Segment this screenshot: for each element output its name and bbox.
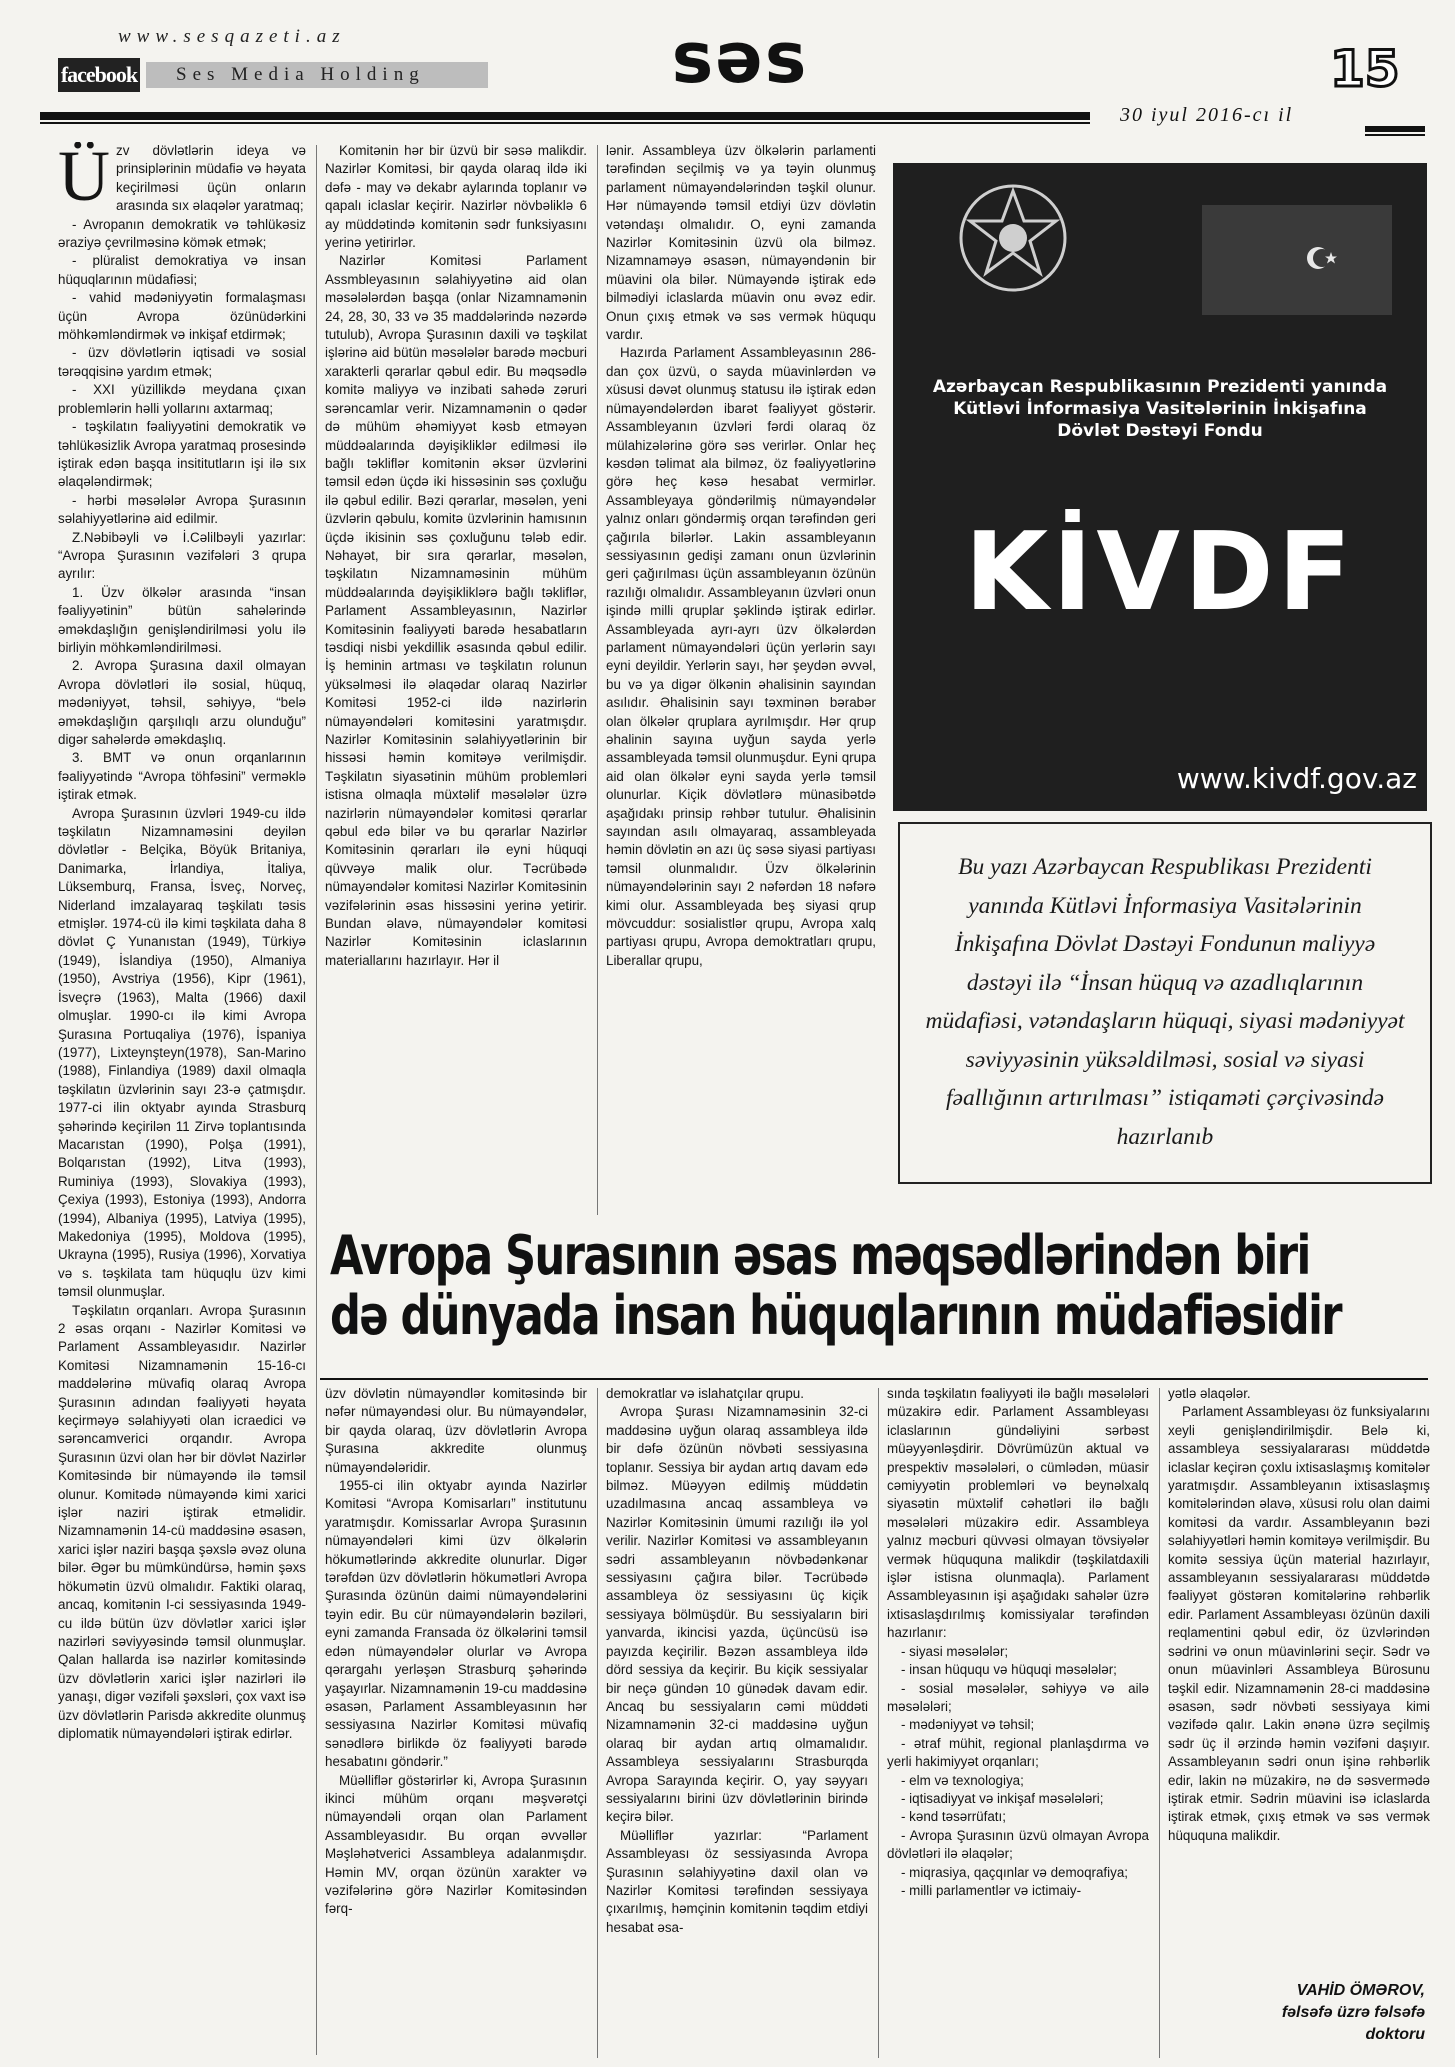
column-divider xyxy=(316,145,317,2055)
paragraph: 3. BMT və onun orqanlarının fəaliyyətində “Avropa töhfəsini” verməklə iştirak etmək. xyxy=(58,750,306,803)
headline-line: Avropa Şurasının əsas məqsədlərindən biri xyxy=(330,1224,1310,1287)
article-column-5 xyxy=(606,1385,868,2060)
ad-brand: KİVDF xyxy=(964,510,1356,635)
paragraph: - ətraf mühit, regional planlaşdırma və yerli hakimiyyət orqanları; xyxy=(887,1735,1149,1770)
paragraph: Parlament Assambleyası öz funksiyalarını xeyli genişləndirilmişdir. Belə ki, assambleya sessiyalararası müddətdə iclaslar keçirən çoxlu ixtisaslaşmış komitələr yaratmışdır. Assambleyanın ixtisaslaşmış komitələrindən əlavə, xüsusi rolu olan daimi komitəsi da vardır. Assambleyanın bəzi səlahiyyətləri həmin komitəyə verilmişdir. Bu komitə sessiya üçün material hazırlayır, assambleyanın sessiyalararası müddətdə fəaliyyət göstərən komitələrinə rəhbərlik edir. Parlament Assambleyası özünün daxili reqlamentini qəbul edir, öz üzvlərindən sədrini və onun müavinlərini seçir. Sədr və onun müavinləri Assambleya Bürosunu təşkil edir. Nizamnamənin 28-ci maddəsinə əsasən, sədr növbəti sessiyaya kimi vəzifədə qalır. Lakin ənənə üzrə seçilmiş sədr üç il ərzində həmin vəzifəni daşıyır. Assambleyanın sədri onun işinə rəhbərlik edir, lakin nə müzakirə, nə də səsvermədə iştirak etmir. Sədrin müavini isə iclaslarda iştirak etmək, çıxış etmək və səs vermək hüququna malikdir. xyxy=(1168,1404,1430,1843)
article-column-3 xyxy=(606,142,876,1217)
article-column-2 xyxy=(325,142,587,1217)
paragraph: üzv dövlətin nümayəndlər komitəsində bir nəfər nümayəndəsi olur. Bu nümayəndələr, bir qayda olaraq, üzv dövlətlərin Avropa Şurasına akkredite olunmuş nümayəndələridir. xyxy=(325,1386,587,1475)
website-url: www.sesqazeti.az xyxy=(118,26,346,47)
ad-url[interactable]: www.kivdf.gov.az xyxy=(1176,762,1417,795)
paragraph: 2. Avropa Şurasına daxil olmayan Avropa dövlətləri ilə sosial, hüquq, mədəniyyət, təhsil, səhiyyə, “belə əməkdaşlığın qarşılıqlı arzu olunduğu” digər sahələrdə əməkdaşlıq. xyxy=(58,658,306,747)
column-divider xyxy=(1159,1388,1160,2058)
paragraph: zv dövlətlərin ideya və prinsiplərinin müdafiə və həyata keçirilməsi üçün onların arasında sıx əlaqələr yaratmaq; xyxy=(116,143,306,214)
paragraph: 1955-ci ilin oktyabr ayında Nazirlər Komitəsi “Avropa Komisarları” institutunu yaratmışdır. Komissarlar Avropa Şurasının nümayəndələri kimi üzv ölkələrin hökumətlərində akkredite olunurlar. Digər tərəfdən üzv dövlətlərin hökumətləri Avropa Şurasında özünün daimi nümayəndələrini təyin edir. Bu cür nümayəndələrin bəziləri, eyni zamanda Fransada öz ölkələrini təmsil edən nümayəndələr olurlar və Avropa qərargahı yerləşən Strasburq şəhərində yaşayırlar. Nizamnamənin 19-cu maddəsinə əsasən, Parlament Assambleyasının hər sessiyasına Nazirlər Komitəsi müvafiq sənədlərə birlikdə öz fəaliyyəti barədə hesabatını göndərir.” xyxy=(325,1478,587,1770)
paragraph: yətlə əlaqələr. xyxy=(1168,1386,1251,1401)
paragraph: - Avropanın demokratik və təhlükəsiz əraziyə çevrilməsinə kömək etmək; xyxy=(58,216,306,251)
paragraph: Avropa Şurasının üzvləri 1949-cu ildə təşkilatın Nizamnaməsini deyilən dövlətlər - Belçika, Böyük Britaniya, Danimarka, İrlandiya, İtaliya, Lüksemburq, Fransa, İsveç, Norveç, Niderland imzalayaraq təşkilatı təsis etmişlər. 1974-cü ilə kimi təşkilata daha 8 dövlət Ç Yunanıstan (1949), Türkiyə (1949), İslandiya (1950), Almaniya (1950), Avstriya (1956), Kipr (1961), İsveçrə (1963), Malta (1966) daxil olmuşlar. 1990-cı ilə kimi Avropa Şurasına Portuqaliya (1976), İspaniya (1977), Lixteynşteyn(1978), San-Marino (1988), Finlandiya (1989) daxil olmaqla təşkilatın üzvlərinin sayı 23-ə çatmışdır. 1977-ci ilin oktyabr ayında Strasburq şəhərində keçirilən 11 Zirvə toplantısında Macarıstan (1990), Polşa (1991), Bolqarıstan (1992), Litva (1993), Ruminiya (1993), Slovakiya (1993), Çexiya (1993), Estoniya (1993), Andorra (1994), Albaniya (1995), Latviya (1995), Makedoniya (1995), Moldova (1995), Ukrayna (1995), Rusiya (1996), Xorvatiya və s. təşkilata tam hüquqlu üzv kimi təmsil olunmuşlar. xyxy=(58,805,306,1300)
paragraph: - mədəniyyət və təhsil; xyxy=(901,1717,1035,1733)
paragraph: Müəlliflər göstərirlər ki, Avropa Şurasının ikinci mühüm orqanı məşvərətçi nümayəndəli orqan olan Parlament Assambleyasıdır. Bu orqan əvvəllər Məşləhətverici Assambleya adalanmışdır. Həmin MV, orqan özünün xarakter və vəzifələrinə görə Nazirlər Komitəsindən fərq- xyxy=(325,1772,587,1917)
column-divider xyxy=(597,145,598,1215)
paragraph: - plüralist demokratiya və insan hüquqlarının müdafiəsi; xyxy=(58,253,306,287)
header-rule xyxy=(40,112,1090,120)
paragraph: Hazırda Parlament Assambleyasının 286-dan çox üzvü, o sayda müavinlərdən və xüsusi dəvət olunmuş statusu ilə iştirak edən nümayəndələrdən ibarət fəaliyyət göstərir. Assambleyanın üzvləri fərdi olaraq öz mülahizələrinə görə səs verirlər. Onlar heç kəsdən təlimat ala bilməz, öz fəaliyyətlərinə görə heç kəsə hesabat vermirlər. Assambleyaya göndərilmiş nümayəndələr yalnız onları göndərmiş orqan tərəfindən geri çağırıla bilərlər. Lakin assambleyanın sessiyasının gedişi zamanı onun üzvlərinin geri çağırılması üçün assambleyanın özünün razılığı olmalıdır. Assambleyanın üzvləri onun işində milli qruplar şəklində iştirak edirlər. Assambleyada ayrı-ayrı üzv ölkələrdən parlament nümayəndələri üçün yerlərin sayı eyni deyildir. Yerlərin sayı, hər şeydən əvvəl, bu və ya digər ölkənin əhalisinin sayından asılıdır. Əhalisinin sayı təxminən bərabər olan ölkələr qruplara ayrılmışdır. Hər qrup əhalinin sayına uyğun sayda yerlə assambleyada təmsil olunmuşdur. Eyni qrupa aid olan ölkələr eyni sayda yerlə təmsil olunurlar. Kiçik dövlətlərə münasibətdə aşağıdakı prinsip rəhbər tutulur. Əhalisinin sayından asılı olmayaraq, assambleyada həmin dövlətin ən azı üç səsə siyasi partiyası təmsil olunmalıdır. Üzv ölkələrinin nümayəndələrinin sayı 2 nəfərdən 18 nəfərə kimi olur. Assambleyada beş siyasi qrup mövcuddur: sosialistlər qrupu, Avropa xalq partiyası qrupu, Avropa demoktratları qrupu, Liberallar qrupu, xyxy=(606,345,876,968)
facebook-logo: facebook xyxy=(58,58,140,92)
paragraph: - XXI yüzillikdə meydana çıxan problemlərin həlli yollarını axtarmaq; xyxy=(58,382,306,416)
page-number: 15 xyxy=(1330,40,1400,98)
funding-note: Bu yazı Azərbaycan Respublikası Prezidenti yanında Kütləvi İnformasiya Vasitələrinin İnkişafına Dövlət Dəstəyi Fondunun maliyyə dəstəyi ilə “İnsan hüquq və azadlıqlarının müdafiəsi, vətəndaşların hüquqi, siyasi mədəniyyət səviyyəsinin yüksəldilməsi, sosial və siyasi fəallığının artırılması” istiqaməti çərçivəsində hazırlanıb xyxy=(898,822,1432,1184)
paragraph: - elm və texnologiya; xyxy=(901,1772,1024,1788)
headline xyxy=(330,1226,1426,1346)
date-rule-thin xyxy=(1365,134,1425,136)
paragraph: - siyasi məsələlər; xyxy=(901,1643,1009,1659)
crescent-icon xyxy=(1300,238,1340,278)
ad-organization xyxy=(893,376,1427,442)
article-column-6 xyxy=(887,1385,1149,2060)
paragraph: - kənd təsərrüfatı; xyxy=(901,1809,1006,1825)
paragraph: Müəlliflər yazırlar: “Parlament Assambleyası öz sessiyasında Avropa Şurasının səlahiyyətinə daxil olan və Nazirlər Komitəsi tərəfindən sessiyaya çıxarılmış, həmçinin komitənin təqdim etdiyi hesabat əsa- xyxy=(606,1827,868,1935)
paragraph: - təşkilatın fəaliyyətini demokratik və təhlükəsizlik Avropa yaratmaq prosesində iştirak edən başqa insititutların işi ilə sıx əlaqələndirmək; xyxy=(58,419,306,490)
masthead-logo: səs xyxy=(671,17,809,99)
issue-date: 30 iyul 2016-cı il xyxy=(1120,104,1294,126)
paragraph: Nazirlər Komitəsi Parlament Assmbleyasının səlahiyyətinə aid olan məsələlərdən başqa (onlar Nizamnamənin 24, 28, 30, 33 və 35 maddələrində nəzərdə tutulub), Avropa Şurasının daxili və təşkilat işlərinə aid bütün məsələlər barədə məcburi xarakterli qərarlar qəbul edir. Bu məqsədlə komitə maliyyə və inzibati sahədə zəruri sərəncamlar verir. Nizamnamənin o qədər də mühüm əhəmiyyət kəsb etməyən müddəalarında dəyişikliklər edilməsi ilə bağlı təkliflər komitənin əksər üzvlərini təmsil edən üçdə iki hissəsinin səs çoxluğu ilə qəbul edilir. Bəzi qərarlar, məsələn, yeni üzvlərin qəbulu, komitə üzvlərinin hamısının üçdə ikisinin səs çoxluğunu tələb edir. Nəhayət, bir sıra qərarlar, məsələn, təşkilatın Nizamnaməsinin mühüm müddəalarında dəyişikliklərə bağlı təkliflər, Parlament Assambleyasının, Nazirlər Komitəsinin fəaliyyəti barədə hesabatların təsdiqi nisbi yekdillik əsasında qəbul edilir. İş heminin artması və təşkilatın rolunun yüksəlməsi ilə əlaqədar olaraq Nazirlər Komitəsi 1952-ci ildə nazirlərin nümayəndələri komitəsini yaratmışdır. Nazirlər Komitəsinin səlahiyyətlərinin bir hissəsi həmin komitəyə verilmişdir. Təşkilatın siyasətinin mühüm problemləri istisna olmaqla müxtəlif məsələlər üzrə nazirlərin nümayəndələr komitəsi qərarlar qəbul edə bilər və bu qərarlar Nazirlər Komitəsinin qərarları ilə eyni hüquqi qüvvəyə malik olur. Təcrübədə nümayəndələr komitəsi Nazirlər Komitəsinin vəzifələrinin əsas hissəsini yerinə yetirir. Bundan əlavə, nümayəndələr komitəsi Nazirlər Komitəsinin iclaslarının materiallarını hazırlayır. Hər il xyxy=(325,253,587,968)
article-column-4 xyxy=(325,1385,587,2060)
paragraph: sında təşkilatın fəaliyyəti ilə bağlı məsələləri müzakirə edir. Parlament Assambleyası iclaslarının gündəliyini sərbəst müəyyənləşdirir. Dövrümüzün aktual və prespektiv məsələləri, o cümlədən, müasir cəmiyyətin problemləri və beynəlxalq siyasətin müxtəlif cəhətləri ilə bağlı məsələləri müzakirə edir. Assambleya yalnız məcburi qüvvəsi olmayan tövsiyələr vermək hüququna malikdir (təşkilatdaxili işlər istisna olunmaqla). Parlament Assambleyasının işi aşağıdakı sahələr üzrə ixtisaslaşdırılmış komissiyalar tərəfindən hazırlanır: xyxy=(887,1386,1149,1641)
holding-name: Ses Media Holding xyxy=(146,62,488,88)
paragraph: - vahid mədəniyyətin formalaşması üçün Avropa özünüdərkini möhkəmləndirmək və inkişaf etdirmək; xyxy=(58,290,306,343)
paragraph: - üzv dövlətlərin iqtisadi və sosial tərəqqisinə yardım etmək; xyxy=(58,345,306,379)
headline-line: də dünyada insan hüquqlarının müdafiəsidir xyxy=(330,1284,1341,1347)
paragraph: lənir. Assambleya üzv ölkələrin parlamenti tərəfindən seçilmiş və ya təyin olunmuş parlament nümayəndələrindən təşkil olunur. Hər nümayəndə təmsil etdiyi üzv dövlətin vətəndaşı olmalıdır. O, eyni zamanda Nazirlər Komitəsinin üzvü ola bilməz. Nizamnaməyə əsasən, nümayəndənin bir müavini ola bilər. Nümayəndə iştirak edə bilmədiyi iclaslarda müavin onu əvəz edir. Onun çıxış etmək və səs vermək hüququ vardır. xyxy=(606,143,876,343)
headline-rule xyxy=(320,1378,1428,1380)
paragraph: Komitənin hər bir üzvü bir səsə malikdir. Nazirlər Komitəsi, bir qayda olaraq ildə iki dəfə - may və dekabr aylarında toplanır və qapalı iclaslar keçirir. Nazirlər növbəliklə 6 ay müddətində komitənin sədr funksiyasını yerinə yetirirlər. xyxy=(325,143,587,251)
ad-org-line: Dövlət Dəstəyi Fondu xyxy=(1057,421,1263,441)
ad-org-line: Azərbaycan Respublikasının Prezidenti yanında xyxy=(932,377,1388,397)
date-rule xyxy=(1365,126,1425,132)
emblem-icon xyxy=(958,183,1068,293)
article-column-1 xyxy=(58,142,306,2062)
paragraph: Təşkilatın orqanları. Avropa Şurasının 2 əsas orqanı - Nazirlər Komitəsi və Parlament Assambleyasıdır. Nazirlər Komitəsi Nizamnamənin 15-16-cı maddələrinə müvafiq olaraq Avropa Şurasının adından fəaliyyəti həyata keçirməyə səlahiyyəti olan icraedici və sərəncamverici orqandır. Avropa Şurasının üzvi olan hər bir dövlət Nazirlər Komitəsində bir nümayəndə ilə təmsil olunur. Komitədə nümayəndə kimi xarici işlər naziri iştirak etməlidir. Nizamnamənin 14-cü maddəsinə əsasən, xarici işlər naziri başqa şəxslə əvəz oluna bilər. Əgər bu mümkündürsə, həmin şəxs hökumətin üzvü olmalıdır. Faktiki olaraq, ancaq, komitənin I-ci sessiyasında 1949-cu ildə bütün üzv dövlətlər xarici işlər nazirləri səviyyəsində təmsil olunmuşlar. Qalan hallarda isə nazirlər komitəsində üzv dövlətlərin xarici işlər nazirləri ilə yanaşı, digər vəzifəli şəxsləri, çox vaxt isə üzv dövlətlərin Parisdə akkredite olunmuş diplomatik nümayəndələri iştirak edirlər. xyxy=(58,1302,306,1741)
paragraph: - insan hüququ və hüquqi məsələlər; xyxy=(901,1662,1117,1678)
author-signature xyxy=(1220,1980,1425,2046)
column-divider xyxy=(597,1388,598,2058)
author-title: fəlsəfə üzrə fəlsəfə doktoru xyxy=(1281,2004,1425,2043)
paragraph: - miqrasiya, qaçqınlar və demoqrafiya; xyxy=(901,1864,1128,1880)
paragraph: - iqtisadiyyat və inkişaf məsələləri; xyxy=(901,1790,1104,1806)
dropcap: Ü xyxy=(58,142,110,216)
paragraph: Z.Nəbibəyli və İ.Cəlilbəyli yazırlar: “Avropa Şurasının vəzifələri 3 qrupa ayrılır: xyxy=(58,529,306,582)
author-name: VAHİD ÖMƏROV, xyxy=(1296,1982,1425,1999)
paragraph: - hərbi məsələlər Avropa Şurasının səlahiyyətlərinə aid edilmir. xyxy=(58,492,306,527)
column-divider xyxy=(878,1388,879,2058)
ad-org-line: Kütləvi İnformasiya Vasitələrinin İnkişafına xyxy=(953,399,1367,419)
flag-icon xyxy=(1202,205,1392,315)
paragraph: 1. Üzv ölkələr arasında “insan fəaliyyətinin” bütün sahələrində əməkdaşlığın genişləndirilməsi yolu ilə birliyin möhkəmləndirilməsi. xyxy=(58,584,306,655)
paragraph: demokratlar və islahatçılar qrupu. xyxy=(606,1386,804,1401)
paragraph: Avropa Şurası Nizamnaməsinin 32-ci maddəsinə uyğun olaraq assambleya ildə bir dəfə özünün növbəti sessiyasına toplanır. Sessiya bir aydan artıq davam edə bilməz. Müəyyən edilmiş müddətin uzadılmasına ancaq assambleya və Nazirlər Komitəsinin ümumi razılığı ilə yol verilir. Nazirlər Komitəsi və assambleyanın sədri assambleyanın növbədənkənar sessiyasını çağıra bilər. Təcrübədə assambleya öz sessiyasını üç kiçik sessiyaya bölmüşdür. Bu sessiyaların biri yanvarda, ikincisi yazda, üçüncüsü isə payızda keçirilir. Bəzən assambleya ildə dörd sessiya da keçirir. Bu kiçik sessiyalar bir neçə gündən 10 günədək davam edir. Ancaq bu sessiyaların cəmi müddəti Nizamnamənin 32-ci maddəsinə uyğun olaraq bir aydan artıq olmamalıdır. Assambleya sessiyalarını Strasburqda Avropa Sarayında keçirir. O, yay səyyarı sessiyalarını birini üzv dövlətlərinin birində keçirə bilər. xyxy=(606,1404,868,1825)
paragraph: - sosial məsələlər, səhiyyə və ailə məsələləri; xyxy=(887,1680,1149,1714)
paragraph: - Avropa Şurasının üzvü olmayan Avropa dövlətləri ilə əlaqələr; xyxy=(887,1827,1149,1862)
article-column-7 xyxy=(1168,1385,1430,1975)
paragraph: - milli parlamentlər və ictimaiy- xyxy=(901,1882,1082,1898)
header-rule-thin xyxy=(40,122,1090,124)
